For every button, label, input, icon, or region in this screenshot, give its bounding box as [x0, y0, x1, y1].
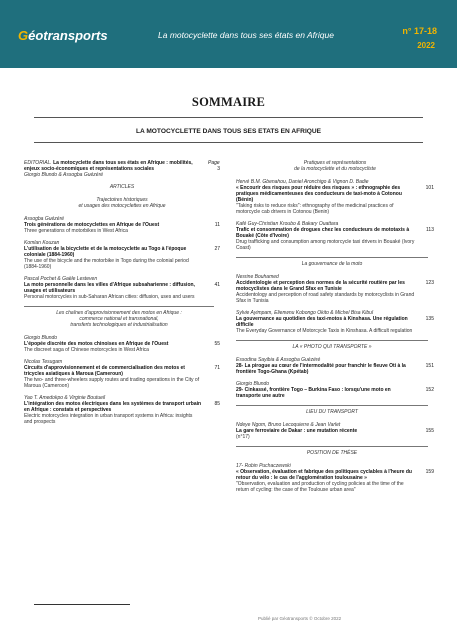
entry-title: 29- Cinkassé, frontière Togo – Burkina Faso : lorsqu'une moto en transporte une autre — [236, 387, 391, 399]
page-number: 85 — [214, 401, 220, 407]
entry-title: Accidentologie et perception des normes de la sécurité routière par les motocyclistes dans le Grand Sfax en Tunisie — [236, 280, 405, 292]
issue-year: 2022 — [417, 41, 435, 50]
toc-entry[interactable] — [236, 381, 434, 399]
toc-entry[interactable] — [24, 395, 220, 425]
toc-entry[interactable] — [24, 335, 220, 353]
entry-english-title: The two- and three-wheelers supply routes and trading operations in the City of Maroua (Cameroon) — [24, 377, 200, 389]
page-number: 123 — [425, 280, 434, 286]
section-heading: LA « PHOTO QUI TRANSPORTE » — [236, 340, 428, 350]
entry-title: L'intégration des motos électriques dans les systèmes de transport urbain en Afrique : constats et perspectives — [24, 401, 202, 413]
journal-logo: Géotransports — [18, 28, 108, 43]
page-number: 152 — [425, 387, 434, 393]
entry-author: 17- Robin Puchaczewski — [236, 463, 291, 469]
issue-number: n° 17-18 — [402, 26, 437, 36]
journal-header — [0, 0, 457, 68]
page-number: 3 — [217, 166, 220, 172]
entry-author: Giorgio Blundo — [236, 381, 270, 387]
toc-entry[interactable] — [236, 274, 434, 304]
entry-english-title: "Observation, evaluation and production of cycling policies at the time of the return of cycling: the case of the Toulouse urban area" — [236, 481, 404, 493]
page-number: 135 — [425, 316, 434, 322]
entry-english-title: Electric motorcycles integration in urban transport systems in Africa: insights and prospects — [24, 413, 193, 425]
entry-author: Komlan Kouzan — [24, 240, 60, 246]
section-heading: LIEU DU TRANSPORT — [236, 405, 428, 415]
entry-author: Sylvie Ayimpam, Elienwnu Kobongo Okito & Michel Bisa Kibul — [236, 310, 374, 316]
toc-entry[interactable] — [236, 357, 434, 375]
entry-english-title: The Everyday Governance of Motorcycle Taxis in Kinshasa. A difficult regulation — [236, 328, 413, 334]
entry-english-title: The discreet saga of Chinese motorcycles in West Africa — [24, 347, 149, 353]
entry-author: Giorgio Blundo — [24, 335, 58, 341]
page-number: 159 — [425, 469, 434, 475]
entry-english-title: The use of the bicycle and the motorbike in Togo during the colonial period (1884-1960) — [24, 258, 189, 270]
section-heading: La gouvernance de la moto — [236, 257, 428, 267]
toc-entry[interactable] — [24, 276, 220, 300]
entry-title: Trois générations de motocyclettes en Afrique de l'Ouest — [24, 222, 160, 228]
page-number: 11 — [214, 222, 220, 228]
entry-title: 28- La pirogue au cœur de l'intermodalité pour franchir le fleuve Oti à la frontière Togo-Ghana (Kpétab) — [236, 363, 406, 375]
section-heading: Les chaînes d'approvisionnement des motos en Afrique : commerce national et transnational, transferts technologiques et industrialisation — [24, 306, 214, 328]
entry-english-title: Drug trafficking and consumption among motorcycle taxi drivers in Bouaké (Ivory Coast) — [236, 239, 415, 251]
entry-author: Yao T. Amedokpo & Virginie Boutueil — [24, 395, 106, 401]
entry-title: L'utilisation de la bicyclette et de la motocyclette au Togo à l'époque coloniale (1884-1960) — [24, 246, 187, 258]
toc-entry[interactable] — [24, 359, 220, 389]
toc-entry[interactable] — [236, 422, 434, 440]
entry-english-title: (n°17) — [236, 434, 250, 440]
section-heading: Pratiques et représentations de la motocyclette et du motocycliste — [294, 160, 376, 172]
page-number: 155 — [425, 428, 434, 434]
page-number: 55 — [214, 341, 220, 347]
section-heading: POSITION DE THÈSE — [236, 446, 428, 456]
page-number: 41 — [214, 282, 220, 288]
entry-english-title: Accidentology and perception of road safety standards by motorcyclists in Grand Sfax in Tunisia — [236, 292, 415, 304]
entry-english-title: "Taking risks to reduce risks": ethnography of the medicinal practices of motorcycle cab drivers in Cotonou (Benin) — [236, 203, 394, 215]
entry-author: Pascal Pochet & Gaële Lesteven — [24, 276, 98, 282]
section-heading: Trajectoires historiques et usages des motocyclettes en Afrique — [78, 197, 166, 209]
entry-english-title: Three generations of motorbikes in West Africa — [24, 228, 128, 234]
page-number: 101 — [425, 185, 434, 191]
entry-author: Hervé B.M. Gbenahou, Daniel Aronchigo & Vignon D. Badie — [236, 179, 369, 185]
toc-entry[interactable] — [24, 216, 220, 234]
dossier-title: LA MOTOCYCLETTE DANS TOUS SES ETATS EN AFRIQUE — [135, 128, 322, 135]
toc-entry[interactable] — [236, 221, 434, 251]
entry-title: Trafic et consommation de drogues chez les conducteurs de mototaxis à Bouaké (Côte d'Ivoire) — [236, 227, 410, 239]
toc-entry[interactable] — [24, 240, 220, 270]
page-number: 71 — [214, 365, 220, 371]
toc-entry[interactable] — [236, 179, 434, 215]
entry-title: La gare ferroviaire de Dakar : une mutation récente — [236, 428, 358, 434]
toc-editorial[interactable]: EDITORIAL. La motocyclette dans tous ses états en Afrique : mobilités, enjeux socio-économiques et représentations sociales Giorgio Blundo & Assogba Guézéré 3 — [24, 160, 220, 178]
divider — [34, 142, 423, 143]
entry-title: L'épopée discrète des motos chinoises en Afrique de l'Ouest — [24, 341, 169, 347]
entry-author: Kafé Guy-Christian Kroubo & Bakary Ouattara — [236, 221, 339, 227]
entry-author: Ndeye Ngom, Bruno Lecoquierre & Jean Varlet — [236, 422, 341, 428]
entry-english-title: Personal motorcycles in sub-Saharan African cities: diffusion, uses and users — [24, 294, 195, 300]
divider — [34, 117, 423, 118]
toc-left-column — [24, 160, 220, 431]
toc-entry[interactable] — [236, 463, 434, 493]
entry-title: « Encourir des risques pour réduire des risques » : ethnographie des pratiques médicamenteuses des conducteurs de taxi-moto à Cotonou (Bénin) — [236, 185, 402, 203]
entry-title: « Observation, évaluation et fabrique des politiques cyclables à l'heure du retour du vélo : le cas de l'agglomération toulousaine » — [236, 469, 412, 481]
entry-title: La gouvernance au quotidien des taxi-motos à Kinshasa. Une régulation difficile — [236, 316, 408, 328]
entry-author: Nesrine Bouhamed — [236, 274, 279, 280]
publisher-credit: Publié par Géotransports © Octobre 2022 — [258, 616, 342, 621]
section-heading: ARTICLES — [109, 184, 135, 190]
page-number: 113 — [426, 227, 434, 233]
page-number: 27 — [214, 246, 220, 252]
page-title: SOMMAIRE — [191, 95, 266, 109]
entry-author: Assogba Guézéré — [24, 216, 65, 222]
page-number: 151 — [425, 363, 434, 369]
issue-theme: La motocyclette dans tous ses états en Afrique — [158, 30, 334, 40]
entry-author: Nicolas Tesugam — [24, 359, 63, 365]
toc-entry[interactable] — [236, 310, 434, 334]
page-column-heading: Page — [208, 160, 220, 166]
footnote-divider — [34, 604, 130, 605]
toc-right-column — [236, 160, 434, 499]
entry-title: Circuits d'approvisionnement et de commercialisation des motos et tricycles asiatiques à Maroua (Cameroun) — [24, 365, 185, 377]
entry-title: La moto personnelle dans les villes d'Afrique subsaharienne : diffusion, usages et utilisateurs — [24, 282, 195, 294]
entry-author: Essodina Sayibia & Assogba Guézéré — [236, 357, 321, 363]
